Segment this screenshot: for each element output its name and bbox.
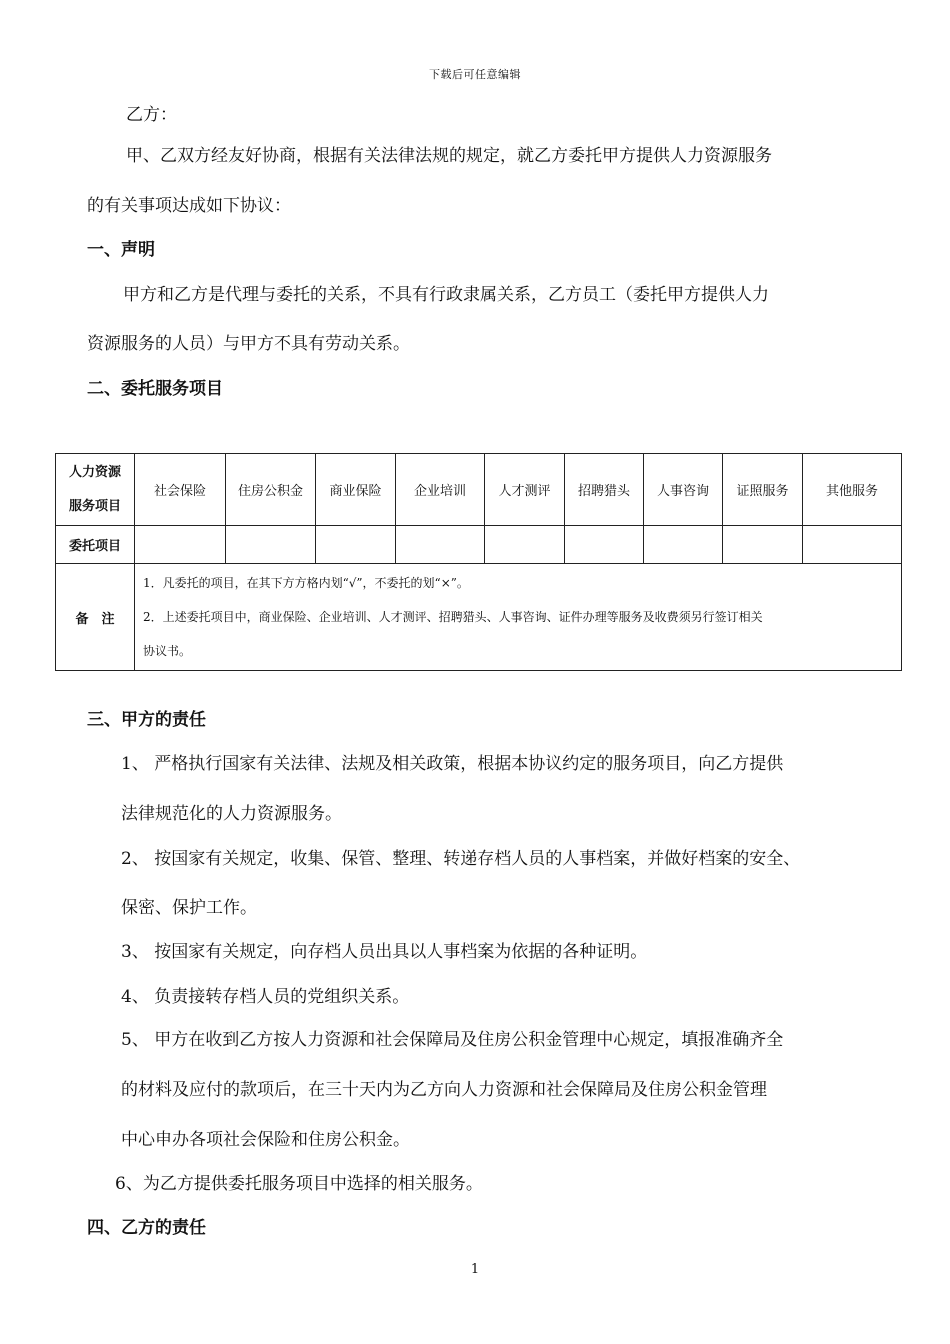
entrust-cell[interactable] [396, 526, 485, 564]
section-1-line-1: 甲方和乙方是代理与委托的关系，不具有行政隶属关系，乙方员工（委托甲方提供人力 [123, 285, 769, 305]
note-line-1: 1．凡委托的项目，在其下方方格内划“√”，不委托的划“×”。 [143, 576, 469, 590]
section-3-title: 三、甲方的责任 [87, 710, 206, 730]
entrust-label: 委托项目 [56, 526, 135, 564]
entrust-cell[interactable] [644, 526, 723, 564]
service-headhunting: 招聘猎头 [565, 454, 644, 526]
section-2-title: 二、委托服务项目 [87, 379, 223, 399]
section-3-item-6: 6、为乙方提供委托服务项目中选择的相关服务。 [115, 1174, 483, 1194]
page-number: 1 [470, 1262, 480, 1277]
section-3-item-5-line-1: 5、 甲方在收到乙方按人力资源和社会保障局及住房公积金管理中心规定，填报准确齐全 [121, 1030, 784, 1050]
service-commercial-insurance: 商业保险 [316, 454, 396, 526]
intro-line-1: 甲、乙双方经友好协商，根据有关法律法规的规定，就乙方委托甲方提供人力资源服务 [126, 146, 772, 166]
section-3-item-2-line-1: 2、 按国家有关规定，收集、保管、整理、转递存档人员的人事档案，并做好档案的安全、 [121, 849, 801, 869]
service-hr-consulting: 人事咨询 [644, 454, 723, 526]
entrust-cell[interactable] [565, 526, 644, 564]
note-line-2: 2．上述委托项目中，商业保险、企业培训、人才测评、招聘猎头、人事咨询、证件办理等服务及收费须另行签订相关 [143, 610, 763, 624]
section-3-item-2-line-2: 保密、保护工作。 [121, 898, 257, 918]
section-3-item-4: 4、 负责接转存档人员的党组织关系。 [121, 987, 410, 1007]
section-3-item-1-line-1: 1、 严格执行国家有关法律、法规及相关政策，根据本协议约定的服务项目，向乙方提供 [121, 754, 784, 774]
section-3-item-3: 3、 按国家有关规定，向存档人员出具以人事档案为依据的各种证明。 [121, 942, 648, 962]
section-3-item-1-line-2: 法律规范化的人力资源服务。 [121, 804, 342, 824]
entrust-cell[interactable] [803, 526, 902, 564]
notes-label: 备 注 [56, 564, 135, 671]
service-housing-fund: 住房公积金 [226, 454, 316, 526]
service-license: 证照服务 [723, 454, 803, 526]
entrust-cell[interactable] [485, 526, 565, 564]
service-talent-assessment: 人才测评 [485, 454, 565, 526]
entrust-cell[interactable] [723, 526, 803, 564]
intro-line-2: 的有关事项达成如下协议： [87, 196, 291, 216]
party-b-label: 乙方： [126, 105, 177, 125]
entrust-cell[interactable] [316, 526, 396, 564]
entrust-cell[interactable] [135, 526, 226, 564]
table-header-row [56, 454, 902, 526]
page-header: 下载后可任意编辑 [429, 68, 521, 81]
entrust-cell[interactable] [226, 526, 316, 564]
section-1-line-2: 资源服务的人员）与甲方不具有劳动关系。 [87, 334, 410, 354]
notes-content [135, 564, 902, 671]
service-social-insurance: 社会保险 [135, 454, 226, 526]
note-line-3: 协议书。 [143, 644, 192, 658]
table-entrust-row [56, 526, 902, 564]
section-3-item-5-line-2: 的材料及应付的款项后，在三十天内为乙方向人力资源和社会保障局及住房公积金管理 [121, 1080, 767, 1100]
service-other: 其他服务 [803, 454, 902, 526]
table-notes-row [56, 564, 902, 671]
section-1-title: 一、声明 [87, 240, 155, 260]
section-4-title: 四、乙方的责任 [87, 1218, 206, 1238]
section-3-item-5-line-3: 中心申办各项社会保险和住房公积金。 [121, 1130, 410, 1150]
service-table [55, 453, 902, 671]
table-header-label: 人力资源 服务项目 [56, 454, 135, 526]
service-enterprise-training: 企业培训 [396, 454, 485, 526]
